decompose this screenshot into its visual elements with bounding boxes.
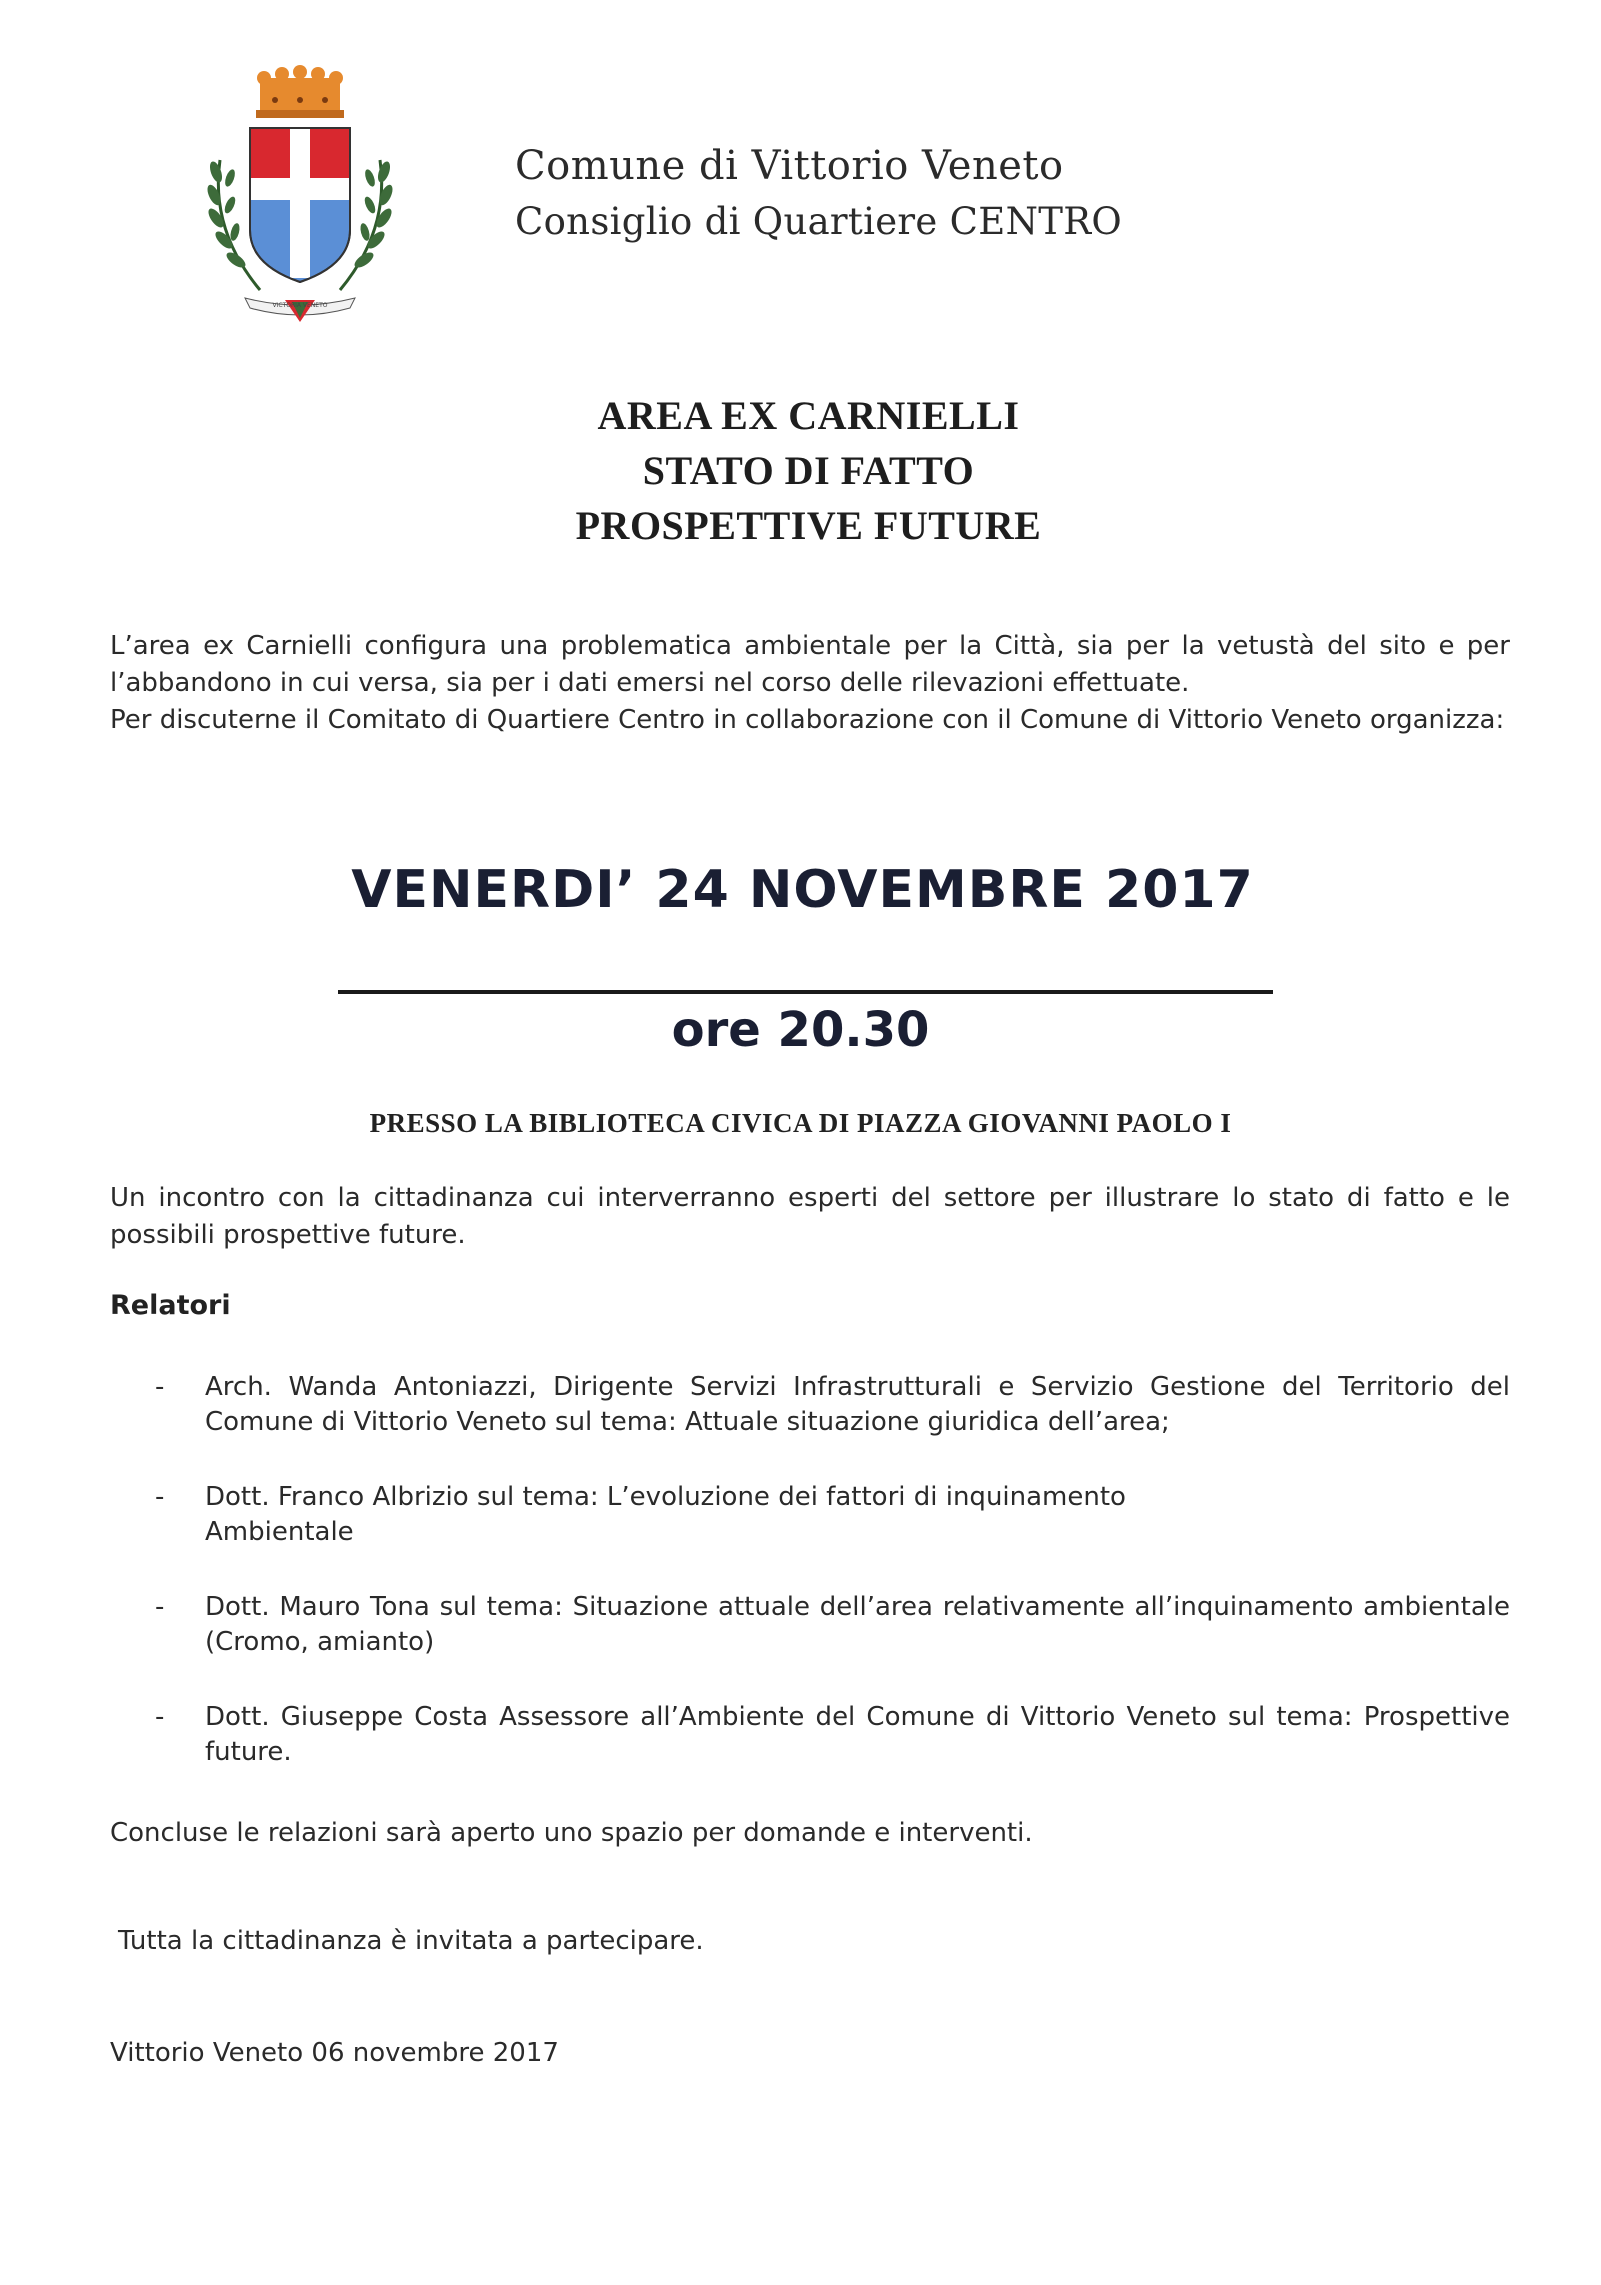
speaker-text: Dott. Mauro Tona sul tema: Situazione attuale dell’area relativamente all’inquinamento ambientale (Cromo, amianto) [205, 1592, 1510, 1657]
bullet-dash: - [155, 1372, 165, 1402]
speaker-item [155, 1590, 1510, 1660]
bullet-dash: - [155, 1702, 165, 1732]
crown-icon [256, 65, 344, 118]
council-name: Consiglio di Quartiere CENTRO [515, 200, 1123, 243]
speaker-item [155, 1700, 1510, 1770]
intro-text-2: Per discuterne il Comitato di Quartiere Centro in collaborazione con il Comune di Vittorio Veneto organizza: [110, 705, 1505, 735]
invitation-note: Tutta la cittadinanza è invitata a partecipare. [118, 1926, 704, 1956]
intro-text-1: L’area ex Carnielli configura una problematica ambientale per la Città, sia per la vetustà del sito e per l’abbandono in cui versa, sia per i dati emersi nel corso delle rilevazioni effettuate. [110, 631, 1510, 698]
event-date: VENERDI’ 24 NOVEMBRE 2017 [351, 860, 1254, 920]
event-time: ore 20.30 [671, 1002, 930, 1058]
municipality-name: Comune di Vittorio Veneto [515, 143, 1064, 189]
document-title [0, 388, 1601, 553]
title-line-3: PROSPETTIVE FUTURE [575, 503, 1042, 548]
letterhead [515, 138, 1215, 250]
bullet-dash: - [155, 1482, 165, 1512]
speakers-heading: Relatori [110, 1290, 231, 1321]
divider-rule [338, 990, 1273, 994]
summary-paragraph: Un incontro con la cittadinanza cui interverranno esperti del settore per illustrare lo stato di fatto e le possibili prospettive future. [110, 1183, 1510, 1250]
shield-icon [250, 128, 350, 282]
speaker-text-line-1: Dott. Franco Albrizio sul tema: L’evoluzione dei fattori di inquinamento [205, 1482, 1126, 1512]
speaker-text: Dott. Giuseppe Costa Assessore all’Ambiente del Comune di Vittorio Veneto sul tema: Prospettive future. [205, 1702, 1510, 1767]
speaker-text: Arch. Wanda Antoniazzi, Dirigente Servizi Infrastrutturali e Servizio Gestione del Territorio del Comune di Vittorio Veneto sul tema: Attuale situazione giuridica dell’area; [205, 1372, 1510, 1437]
ribbon-motto: VICTORIA VENETO [272, 302, 328, 309]
bullet-dash: - [155, 1592, 165, 1622]
place-and-date: Vittorio Veneto 06 novembre 2017 [110, 2038, 559, 2068]
coat-of-arms-emblem [190, 60, 410, 325]
speaker-text-line-2: Ambientale [205, 1517, 354, 1547]
event-venue: PRESSO LA BIBLIOTECA CIVICA DI PIAZZA GIOVANNI PAOLO I [369, 1108, 1232, 1138]
speaker-text [205, 1480, 1510, 1550]
speaker-item [155, 1480, 1510, 1550]
intro-paragraph [110, 628, 1510, 739]
speaker-item [155, 1370, 1510, 1440]
ribbon-icon [245, 298, 355, 322]
title-line-1: AREA EX CARNIELLI [597, 393, 1020, 438]
closing-note: Concluse le relazioni sarà aperto uno spazio per domande e interventi. [110, 1818, 1033, 1848]
title-line-2: STATO DI FATTO [642, 448, 975, 493]
